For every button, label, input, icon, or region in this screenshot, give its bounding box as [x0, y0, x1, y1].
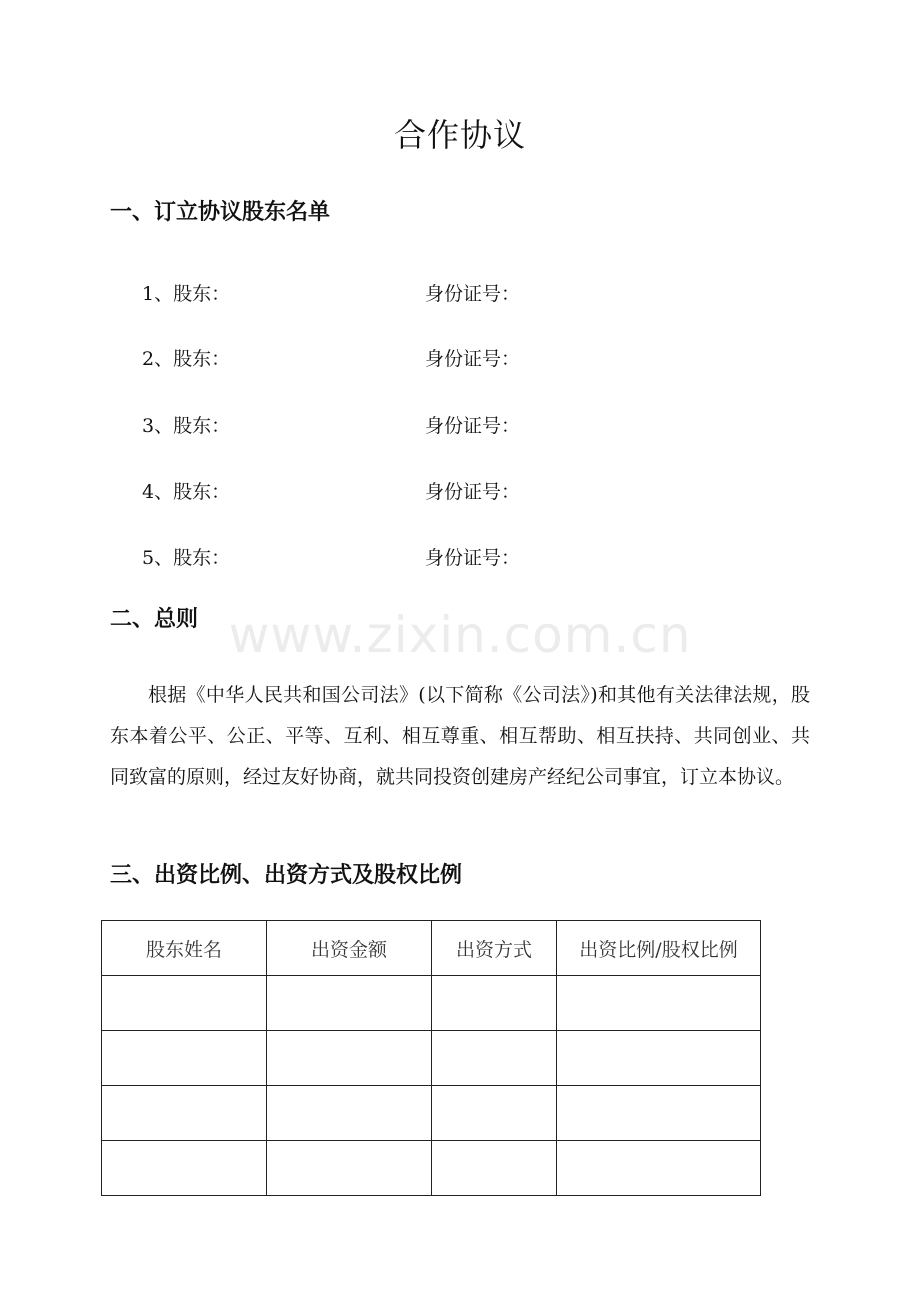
- header-shareholder-name: 股东姓名: [102, 921, 267, 976]
- watermark: www.zixin.com.cn: [228, 606, 692, 664]
- section-heading-general-principles: 二、总则: [110, 607, 199, 632]
- header-equity-ratio: 出资比例/股权比例: [557, 921, 761, 976]
- table-cell: [102, 1086, 267, 1141]
- shareholder-row: [142, 344, 742, 374]
- table-cell: [102, 976, 267, 1031]
- shareholder-row: [142, 543, 742, 573]
- table-cell: [267, 1141, 432, 1196]
- capital-contribution-table: [101, 920, 761, 1196]
- table-cell: [432, 1031, 557, 1086]
- shareholder-label: 5、股东：: [142, 547, 231, 569]
- table-cell: [102, 1141, 267, 1196]
- shareholder-label: 4、股东：: [142, 481, 231, 503]
- table-cell: [557, 976, 761, 1031]
- table-row: [102, 1086, 761, 1141]
- id-number-label: 身份证号：: [425, 547, 521, 569]
- shareholder-row: [142, 411, 742, 441]
- id-number-label: 身份证号：: [425, 415, 521, 437]
- table-cell: [102, 1031, 267, 1086]
- table-row: [102, 1031, 761, 1086]
- header-contribution-amount: 出资金额: [267, 921, 432, 976]
- shareholder-label: 3、股东：: [142, 415, 231, 437]
- general-principles-paragraph: 根据《中华人民共和国公司法》(以下简称《公司法》)和其他有关法律法规，股东本着公平、公正、平等、互利、相互尊重、相互帮助、相互扶持、共同创业、共同致富的原则，经过友好协商，就共同投资创建房产经纪公司事宜，订立本协议。: [110, 684, 810, 788]
- table-header-row: [102, 921, 761, 976]
- section-heading-capital-contribution: 三、出资比例、出资方式及股权比例: [110, 863, 463, 888]
- table-cell: [432, 1086, 557, 1141]
- id-number-label: 身份证号：: [425, 481, 521, 503]
- shareholder-row: [142, 477, 742, 507]
- table-cell: [557, 1086, 761, 1141]
- table-cell: [267, 1086, 432, 1141]
- shareholder-label: 2、股东：: [142, 348, 231, 370]
- table-cell: [432, 1141, 557, 1196]
- table-cell: [557, 1031, 761, 1086]
- header-contribution-method: 出资方式: [432, 921, 557, 976]
- table-cell: [432, 976, 557, 1031]
- section-heading-shareholder-list: 一、订立协议股东名单: [110, 200, 331, 225]
- shareholder-label: 1、股东：: [142, 283, 231, 305]
- table-row: [102, 976, 761, 1031]
- id-number-label: 身份证号：: [425, 283, 521, 305]
- id-number-label: 身份证号：: [425, 348, 521, 370]
- shareholder-row: [142, 279, 742, 309]
- table-cell: [557, 1141, 761, 1196]
- table-cell: [267, 1031, 432, 1086]
- table-cell: [267, 976, 432, 1031]
- document-title: 合作协议: [393, 116, 526, 154]
- table-row: [102, 1141, 761, 1196]
